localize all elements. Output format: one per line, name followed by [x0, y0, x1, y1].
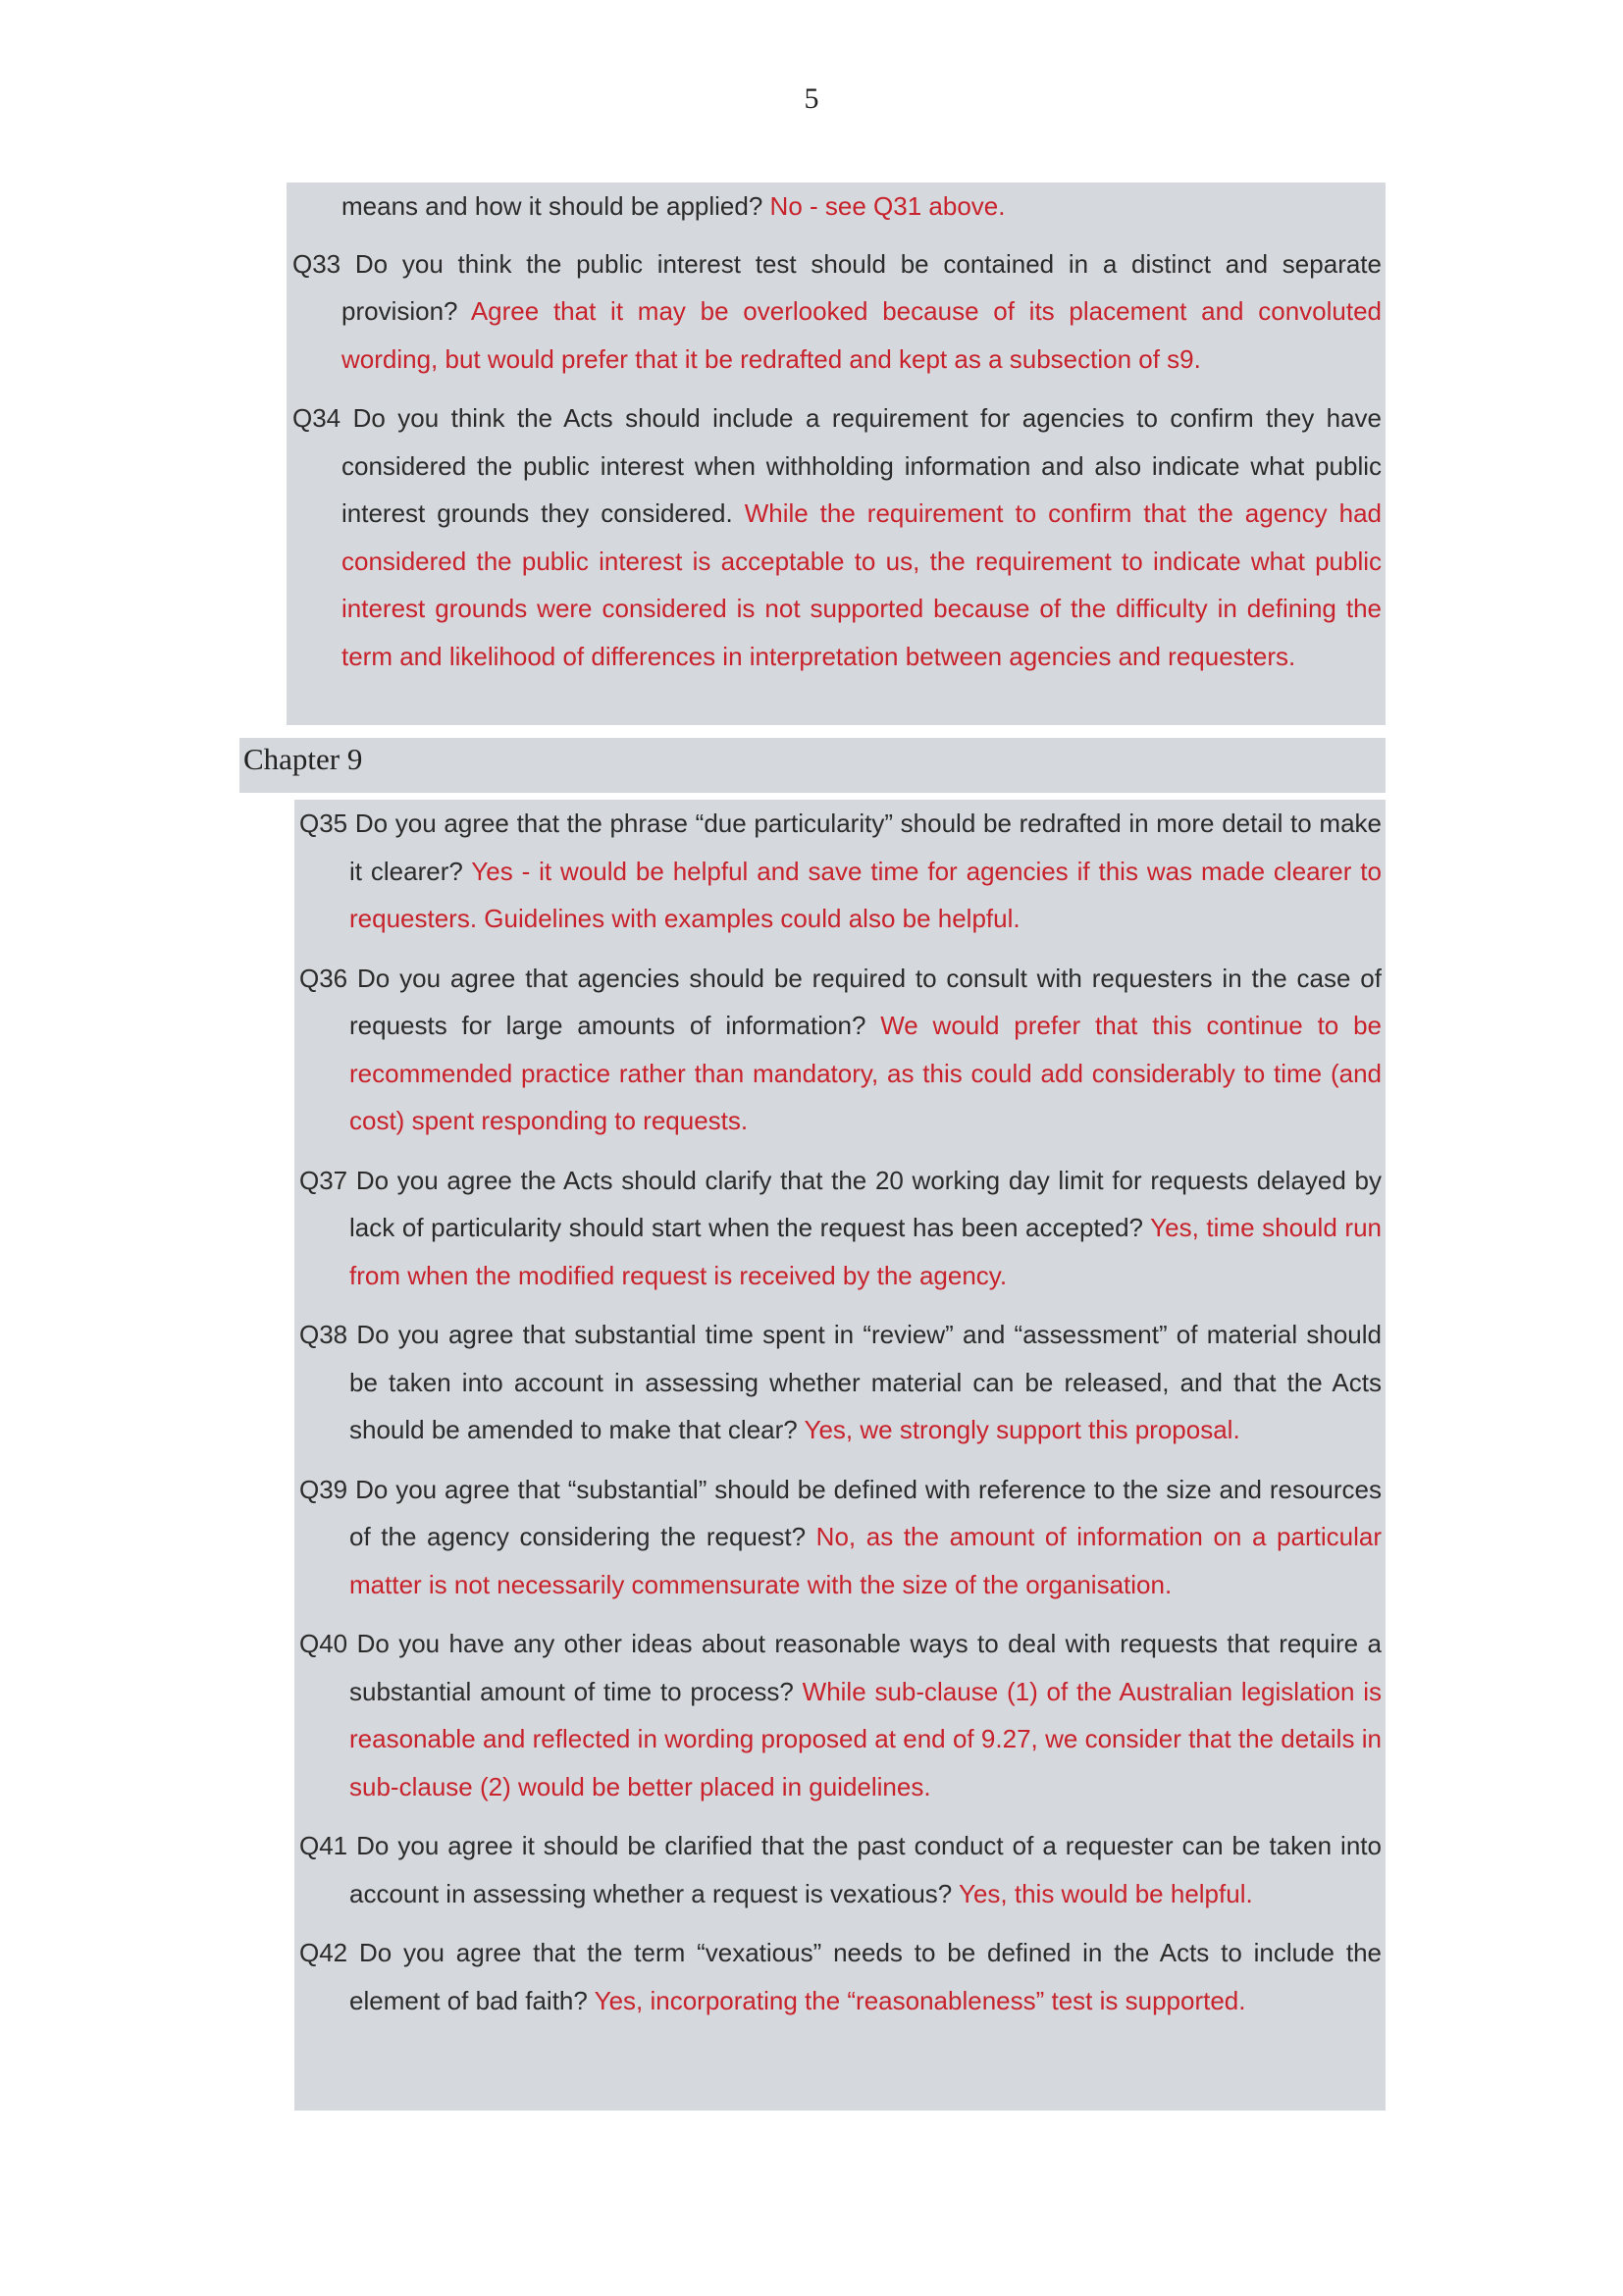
question-number: Q42	[299, 1938, 348, 1967]
question-text: Do you agree that the term “vexatious” needs to be defined in the Acts to include the element of bad faith?	[349, 1938, 1382, 2015]
question-q41	[294, 1822, 1382, 1917]
question-q42	[294, 1929, 1382, 2024]
question-q35	[294, 800, 1382, 943]
question-q33	[287, 240, 1382, 384]
question-number: Q38	[299, 1320, 348, 1349]
question-q38	[294, 1311, 1382, 1454]
chapter-heading-bar	[239, 738, 1386, 793]
question-q40	[294, 1620, 1382, 1810]
question-number: Q35	[299, 809, 348, 838]
answer-text: Agree that it may be overlooked because of its placement and convoluted wording, but would prefer that it be redrafted and kept as a subsection of s9.	[341, 296, 1382, 374]
q32-continuation	[287, 183, 1382, 231]
answer-text: We would prefer that this continue to be recommended practice rather than mandatory, as this could add considerably to time (and cost) spent responding to requests.	[349, 1011, 1382, 1135]
question-text: Do you agree that “substantial” should be defined with reference to the size and resources of the agency considering the request?	[349, 1474, 1382, 1551]
answer-text: While the requirement to confirm that the agency had considered the public interest is acceptable to us, the requirement to indicate what public interest grounds were considered is not supported because of the difficulty in defining the term and likelihood of differences in interpretation between agencies and requesters.	[341, 498, 1382, 671]
answer-text: No, as the amount of information on a particular matter is not necessarily commensurate with the size of the organisation.	[349, 1522, 1382, 1599]
question-q36	[294, 955, 1382, 1145]
question-text: Do you think the public interest test should be contained in a distinct and separate provision?	[341, 248, 1382, 326]
question-text: Do you think the Acts should include a requirement for agencies to confirm they have considered the public interest when withholding information and also indicate what public interest grounds they considered.	[341, 403, 1382, 528]
question-text: Do you agree the Acts should clarify that the 20 working day limit for requests delayed by lack of particularity should start when the request has been accepted?	[349, 1165, 1382, 1242]
answer-text: No - see Q31 above.	[769, 191, 1006, 221]
question-text: Do you agree that agencies should be required to consult with requesters in the case of requests for large amounts of information?	[349, 963, 1382, 1040]
answer-text: Yes, this would be helpful.	[959, 1878, 1253, 1908]
question-text: Do you agree that substantial time spent in “review” and “assessment” of material should be taken into account in assessing whether material can be released, and that the Acts should be amended to make that clear?	[349, 1320, 1382, 1444]
answer-text: Yes - it would be helpful and save time for agencies if this was made clearer to requesters. Guidelines with examples could also be helpful.	[349, 856, 1382, 933]
page-number: 5	[804, 82, 819, 115]
answer-text: Yes, time should run from when the modified request is received by the agency.	[349, 1213, 1382, 1290]
question-number: Q41	[299, 1831, 348, 1860]
answer-block-chapter-9	[294, 800, 1386, 2111]
question-number: Q39	[299, 1474, 348, 1504]
question-text: Do you agree it should be clarified that the past conduct of a requester can be taken into account in assessing whether a request is vexatious?	[349, 1831, 1382, 1908]
answer-text: Yes, incorporating the “reasonableness” test is supported.	[594, 1985, 1246, 2015]
question-number: Q33	[292, 248, 341, 279]
question-number: Q36	[299, 963, 348, 993]
answer-block-chapter-8	[287, 183, 1386, 725]
question-q39	[294, 1466, 1382, 1609]
question-text: Do you have any other ideas about reasonable ways to deal with requests that require a substantial amount of time to process?	[349, 1629, 1382, 1706]
question-q37	[294, 1157, 1382, 1300]
question-number: Q37	[299, 1165, 348, 1195]
question-text: means and how it should be applied?	[341, 191, 763, 221]
question-number: Q40	[299, 1629, 348, 1658]
question-q34	[287, 394, 1382, 680]
question-number: Q34	[292, 403, 341, 433]
answer-text: Yes, we strongly support this proposal.	[804, 1415, 1240, 1444]
chapter-title: Chapter 9	[243, 742, 363, 776]
question-text: Do you agree that the phrase “due particularity” should be redrafted in more detail to make it clearer?	[349, 809, 1382, 886]
answer-text: While sub-clause (1) of the Australian legislation is reasonable and reflected in wording proposed at end of 9.27, we consider that the details in sub-clause (2) would be better placed in guidelines.	[349, 1676, 1382, 1801]
